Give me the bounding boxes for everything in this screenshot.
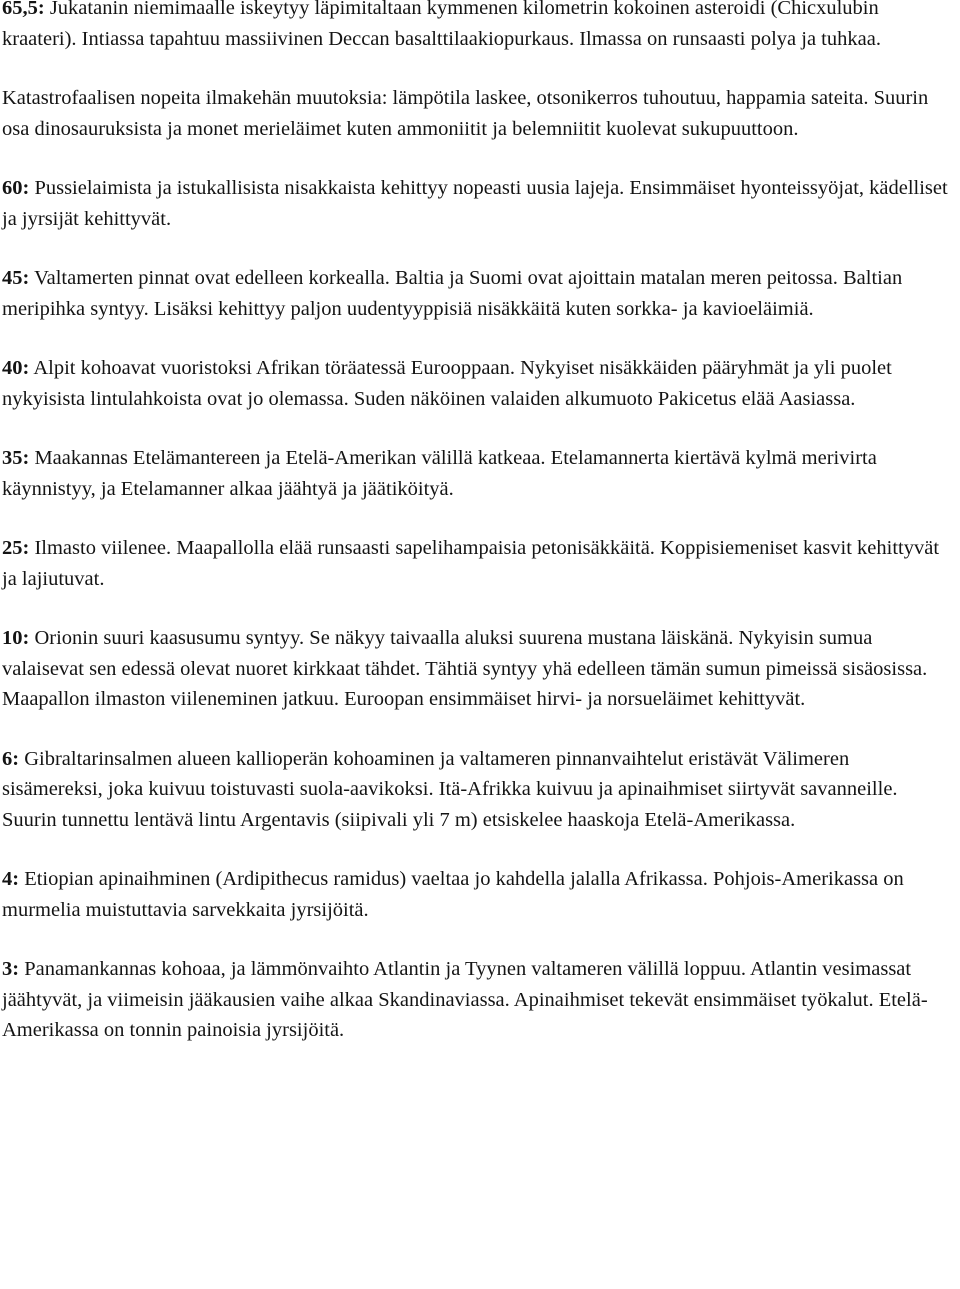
paragraph-text: Ilmasto viilenee. Maapallolla elää runsaasti sapelihampaisia petonisäkkäitä. Koppisiemeniset kasvit kehittyvät ja lajiutuvat.: [2, 537, 940, 590]
paragraph-label: 25:: [2, 537, 30, 559]
paragraph-label: 10:: [2, 627, 30, 649]
paragraph-35: [2, 443, 954, 504]
paragraph-text: Pussielaimista ja istukallisista nisakkaista kehittyy nopeasti uusia lajeja. Ensimmäiset hyonteissyöjat, kädelliset ja jyrsijät kehittyvät.: [2, 177, 948, 230]
paragraph-text: Valtamerten pinnat ovat edelleen korkealla. Baltia ja Suomi ovat ajoittain matalan meren peitossa. Baltian meripihka syntyy. Lisäksi kehittyy paljon uudentyyppisiä nisäkkäitä kuten sorkka- ja kavioeläimiä.: [2, 267, 903, 320]
paragraph-text: Etiopian apinaihminen (Ardipithecus ramidus) vaeltaa jo kahdella jalalla Afrikassa. Pohjois-Amerikassa on murmelia muistuttavia sarvekkaita jyrsijöitä.: [2, 868, 904, 921]
paragraph-text: Gibraltarinsalmen alueen kallioperän kohoaminen ja valtameren pinnanvaihtelut eristävät Välimeren sisämereksi, joka kuivuu toistuvasti suola-aavikoksi. Itä-Afrikka kuivuu ja apinaihmiset siirtyvät savanneille. Suurin tunnettu lentävä lintu Argentavis (siipivali yli 7 m) etsiskelee haaskoja Etelä-Amerikassa.: [2, 747, 898, 831]
paragraph-45: [2, 263, 954, 324]
paragraph-65-5: [2, 0, 954, 54]
paragraph-text: Orionin suuri kaasusumu syntyy. Se näkyy taivaalla aluksi suurena mustana läiskänä. Nykyisin sumua valaisevat sen edessä olevat nuoret kirkkaat tähdet. Tähtiä syntyy yhä edelleen tämän sumun pimeissä sisäosissa. Maapallon ilmaston viileneminen jatkuu. Euroopan ensimmäiset hirvi- ja norsueläimet kehittyvät.: [2, 627, 928, 710]
paragraph-label: 6:: [2, 747, 20, 770]
paragraph-text: Maakannas Etelämantereen ja Etelä-Amerikan välillä katkeaa. Etelamannerta kiertävä kylmä merivirta käynnistyy, ja Etelamanner alkaa jäähtyä ja jäätiköityä.: [2, 447, 877, 500]
paragraph-10: [2, 623, 954, 715]
paragraph-label: 60:: [2, 177, 30, 199]
document-page: [2, 0, 954, 1075]
paragraph-40: [2, 353, 954, 414]
paragraph-4: [2, 864, 954, 925]
paragraph-25: [2, 533, 954, 594]
paragraph-text: Alpit kohoavat vuoristoksi Afrikan töräatessä Eurooppaan. Nykyiset nisäkkäiden pääryhmät ja yli puolet nykyisista lintulahkoista ovat jo olemassa. Suden näköinen valaiden alkumuoto Pakicetus elää Aasiassa.: [2, 357, 892, 410]
paragraph-label: 3:: [2, 958, 20, 980]
paragraph-60: [2, 173, 954, 234]
paragraph-label: 40:: [2, 357, 30, 379]
paragraph-label: 4:: [2, 868, 20, 890]
paragraph-3: [2, 954, 954, 1046]
paragraph-text: Katastrofaalisen nopeita ilmakehän muutoksia: lämpötila laskee, otsonikerros tuhoutuu, happamia sateita. Suurin osa dinosauruksista ja monet merieläimet kuten ammoniitit ja belemniitit kuolevat sukupuuttoon.: [2, 87, 929, 140]
paragraph-text: Panamankannas kohoaa, ja lämmönvaihto Atlantin ja Tyynen valtameren välillä loppuu. Atlantin vesimassat jäähtyvät, ja viimeisin jääkausien vaihe alkaa Skandinaviassa. Apinaihmiset tekevät ensimmäiset työkalut. Etelä-Amerikassa on tonnin painoisia jyrsijöitä.: [2, 958, 928, 1041]
paragraph-label: 65,5:: [2, 0, 45, 19]
paragraph-extinction: [2, 83, 954, 144]
paragraph-label: 45:: [2, 267, 30, 289]
paragraph-label: 35:: [2, 447, 30, 469]
paragraph-6: [2, 744, 954, 836]
paragraph-text: Jukatanin niemimaalle iskeytyy läpimitaltaan kymmenen kilometrin kokoinen asteroidi (Chicxulubin kraateri). Intiassa tapahtuu massiivinen Deccan basalttilaakiopurkaus. Ilmassa on runsaasti polya ja tuhkaa.: [2, 0, 881, 50]
